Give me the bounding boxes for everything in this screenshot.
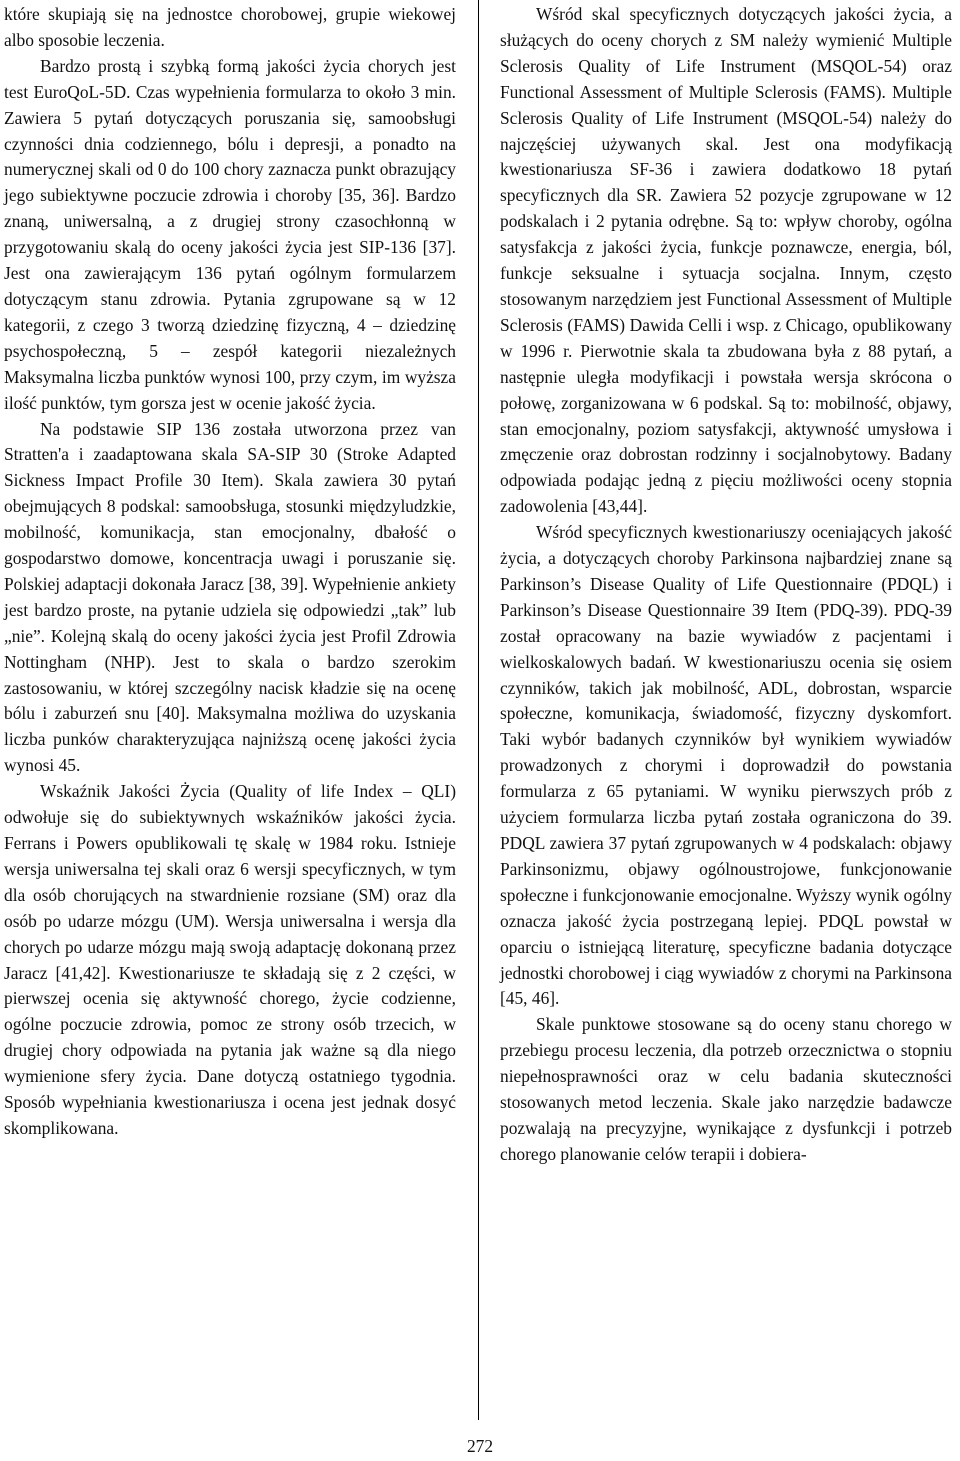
column-divider <box>478 0 479 1420</box>
paragraph-pdql-pdq39: Wśród specyficznych kwestionariuszy oceniających jakość życia, a dotyczących choroby Parkinsona najbardziej znane są Parkinson’s Disease Quality of Life Questionnaire (PDQL) i Parkinson’s Disease Questionnaire 39 Item (PDQ-39). PDQ-39 został opracowany na bazie wywiadów z pacjentami i wielkoskalowych badań. W kwestionariuszu ocenia się osiem czynników, takich jak mobilność, ADL, dobrostan, wsparcie społeczne, komunikacja, świadomość, fizyczny dyskomfort. Taki wybór badanych czynników był wynikiem wywiadów prowadzonych z chorymi i doprowadził do powstania formularza z 65 pytaniami. W wyniku pierwszych prób z użyciem formularza liczba pytań została ograniczona do 39. PDQL zawiera 37 pytań zgrupowanych w 4 podskalach: objawy Parkinsonizmu, objawy ogólnoustrojowe, funkcjonowanie społeczne i funkcjonowanie emocjonalne. Wyższy wynik ogólny oznacza jakość życia postrzeganą lepiej. PDQL powstał w oparciu o istniejącą literaturę, specyficzne badania dotyczące jednostki chorobowej i ciąg wywiadów z chorymi na Parkinsona [45, 46]. <box>500 522 952 1009</box>
paragraph-continuation: które skupiają się na jednostce chorobowej, grupie wiekowej albo sposobie leczenia. <box>4 4 456 50</box>
left-text-column <box>4 2 456 1142</box>
page-number: 272 <box>466 1436 494 1456</box>
paragraph-point-scales: Skale punktowe stosowane są do oceny stanu chorego w przebiegu procesu leczenia, dla potrzeb orzecznictwa o stopniu niepełnosprawności oraz w celu badania skuteczności stosowanych metod leczenia. Skale jako narzędzie badawcze pozwalają na precyzyjne, wynikające z dysfunkcji i potrzeb chorego planowanie celów terapii i dobiera- <box>500 1014 952 1164</box>
paragraph-qli: Wskaźnik Jakości Życia (Quality of life Index – QLI) odwołuje się do subiektywnych wskaźników jakości życia. Ferrans i Powers opublikowali tę skalę w 1984 roku. Istnieje wersja uniwersalna tej skali oraz 6 wersji specyficznych, w tym dla osób chorujących na stwardnienie rozsiane (SM) oraz dla osób po udarze mózgu (UM). Wersja uniwersalna i wersja dla chorych po udarze mózgu mają swoją adaptację dokonaną przez Jaracz [41,42]. Kwestionariusze te składają się z 2 części, w pierwszej ocenia się aktywność chorego, życie codzienne, ogólne poczucie zdrowia, pomoc ze strony osób trzecich, w drugiej chory odpowiada na pytania jak ważne są dla niego wymienione sfery życia. Dane dotyczą ostatniego tygodnia. Sposób wypełniania kwestionariusza i ocena jest jednak dosyć skomplikowana. <box>4 781 456 1138</box>
right-text-column <box>500 2 952 1168</box>
paragraph-euroqol-sip: Bardzo prostą i szybką formą jakości życia chorych jest test EuroQoL-5D. Czas wypełnienia formularza to około 3 min. Zawiera 5 pytań dotyczących poruszania się, samoobsługi czynności dnia codziennego, bólu i depresji, a ponadto na numerycznej skali od 0 do 100 chory zaznacza punkt obrazujący jego subiektywne poczucie zdrowia i choroby [35, 36]. Bardzo znaną, uniwersalną, a z drugiej strony czasochłonną w przygotowaniu skalą do oceny jakości życia jest SIP-136 [37]. Jest ona zawierającym 136 pytań ogólnym formularzem dotyczącym stanu zdrowia. Pytania zgrupowane są w 12 kategorii, z czego 3 tworzą dziedzinę fizyczną, 4 – dziedzinę psychospołeczną, 5 – zespół kategorii niezależnych Maksymalna liczba punktów wynosi 100, przy czym, im wyższa ilość punktów, tym gorsza jest w ocenie jakość życia. <box>4 55 456 413</box>
paragraph-msqol-fams: Wśród skal specyficznych dotyczących jakości życia, a służących do oceny chorych z SM należy wymienić Multiple Sclerosis Quality of Life Instrument (MSQOL-54) oraz Functional Assessment of Multiple Sclerosis (FAMS). Multiple Sclerosis Quality of Life Instrument (MSQOL-54) należy do najczęściej używanych skal. Jest ona modyfikacją kwestionariusza SF-36 i zawiera dodatkowo 18 pytań specyficznych dla SR. Zawiera 52 pozycje zgrupowane w 12 podskalach i 2 pytania odrębne. Są to: wpływ choroby, ogólna satysfakcja z jakości życia, funkcje poznawcze, energia, ból, funkcje seksualne i sytuacja socjalna. Innym, często stosowanym narzędziem jest Functional Assessment of Multiple Sclerosis (FAMS) Dawida Celli i wsp. z Chicago, opublikowany w 1996 r. Pierwotnie skala ta zbudowana była z 88 pytań, a następnie uległa modyfikacji i powstała wersja skrócona o połowę, zorganizowana w 6 podskal. Są to: mobilność, objawy, stan emocjonalny, poziom satysfakcji, aktywność umysłowa i zmęczenie oraz dobrostan rodzinny i socjalnobytowy. Badany odpowiada podając jedną z pięciu możliwości oceny stopnia zadowolenia [43,44]. <box>500 4 952 517</box>
paragraph-sa-sip-nhp: Na podstawie SIP 136 została utworzona przez van Stratten'a i zaadaptowana skala SA-SIP 30 (Stroke Adapted Sickness Impact Profile 30 Item). Skala zawiera 30 pytań obejmujących 8 podskal: samoobsługa, stosunki międzyludzkie, mobilność, komunikacja, stan emocjonalny, dbałość o gospodarstwo domowe, koncentracja uwagi i poruszanie się. Polskiej adaptacji dokonała Jaracz [38, 39]. Wypełnienie ankiety jest bardzo proste, na pytanie udziela się odpowiedzi „tak” lub „nie”. Kolejną skalą do oceny jakości życia jest Profil Zdrowia Nottingham (NHP). Jest to skala o bardzo szerokim zastosowaniu, w której szczególny nacisk kładzie się na ocenę bólu i zaburzeń snu [40]. Maksymalna możliwa do uzyskania liczba punków charakteryzująca najniższą ocenę jakości życia wynosi 45. <box>4 418 456 776</box>
